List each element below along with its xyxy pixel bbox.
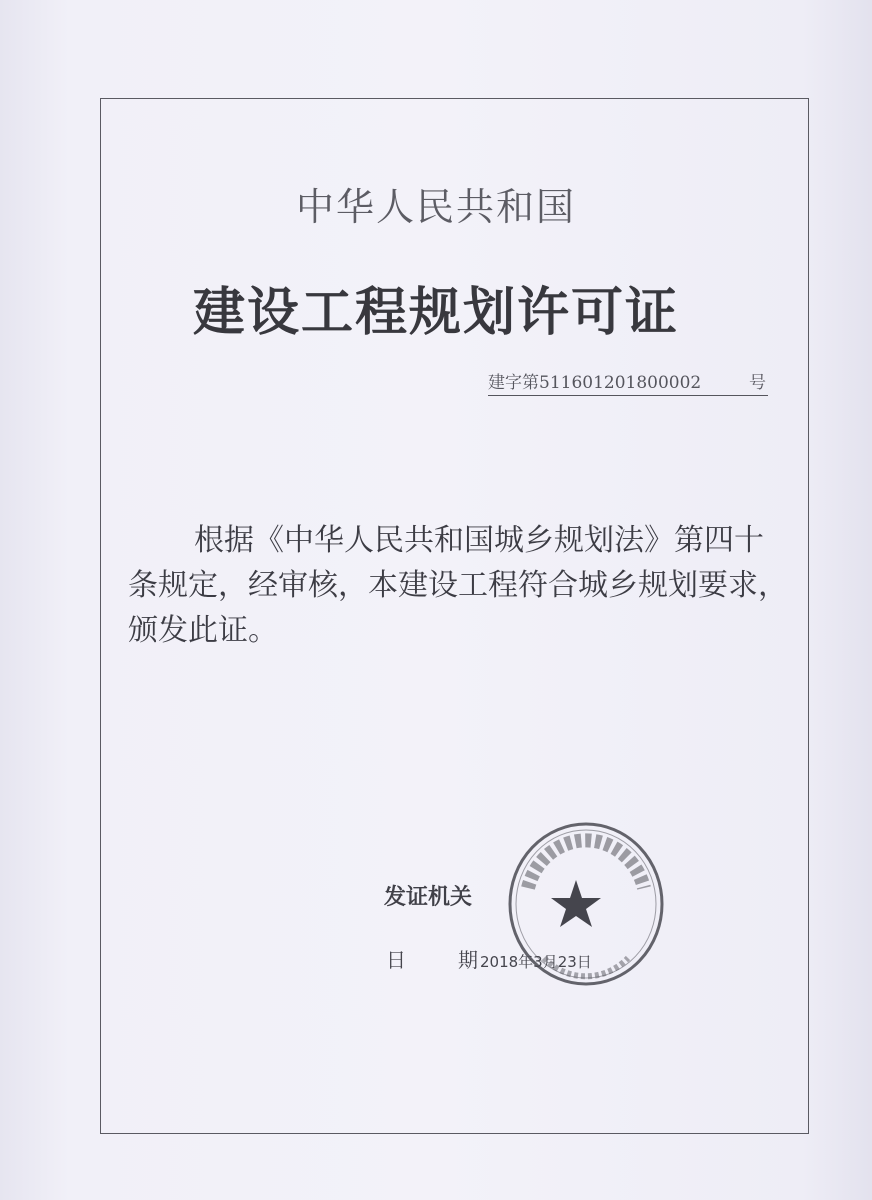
- date-label-period: 期: [458, 948, 478, 972]
- certificate-number-value: 建字第511601201800002: [488, 373, 702, 393]
- certificate-title: 建设工程规划许可证: [192, 283, 679, 343]
- star-icon: [551, 880, 601, 927]
- certificate-body: 根据《中华人民共和国城乡规划法》第四十条规定，经审核，本建设工程符合城乡规划要求，颁发此证。: [128, 523, 788, 648]
- certificate-number: [488, 368, 768, 396]
- official-seal: [504, 818, 668, 990]
- certificate-number-suffix: 号: [749, 373, 766, 393]
- date-label-day: 日: [386, 948, 406, 972]
- country-title: 中华人民共和国: [295, 185, 576, 229]
- date-value: 2018年3月23日: [480, 953, 592, 971]
- issuer-label: 发证机关: [384, 885, 473, 910]
